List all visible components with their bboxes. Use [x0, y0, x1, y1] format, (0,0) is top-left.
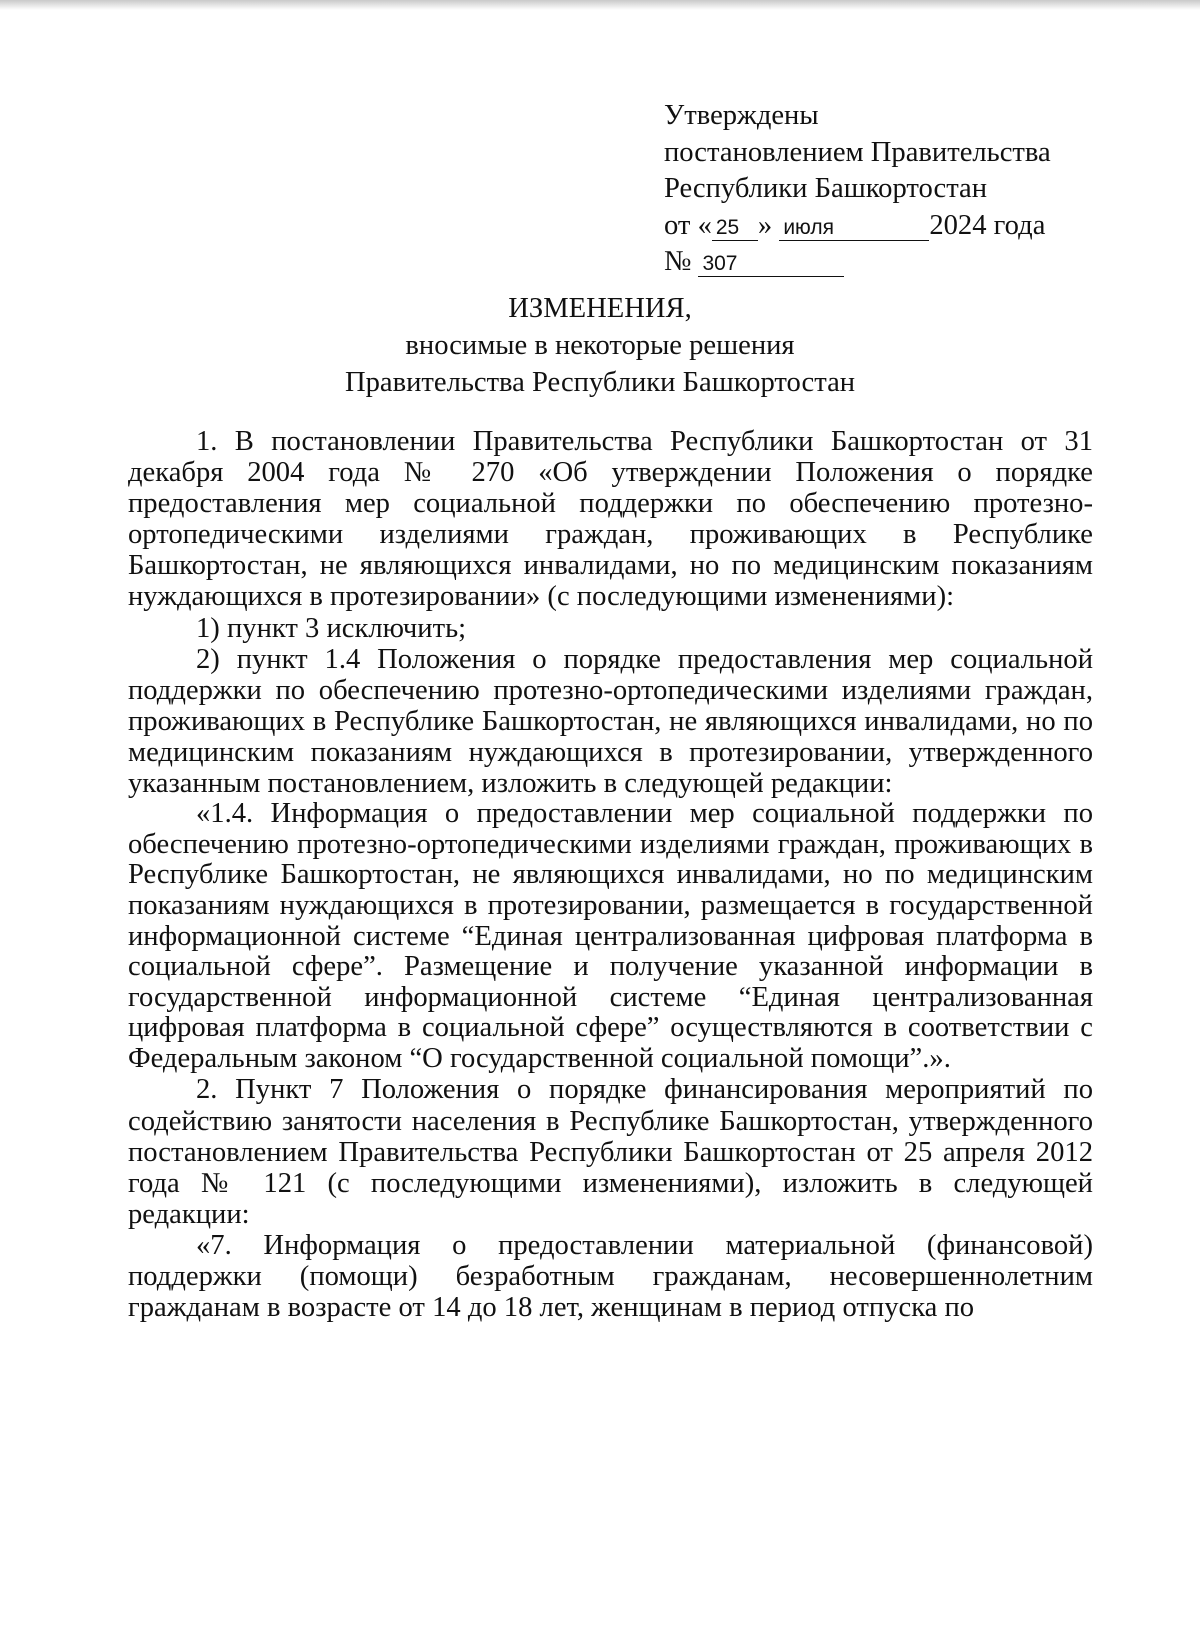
- document-body: [128, 426, 1093, 1323]
- approval-date-line: [664, 208, 1094, 245]
- date-mid: »: [757, 209, 773, 241]
- approval-line-2: постановлением Правительства: [664, 136, 1051, 168]
- paragraph-2: 2. Пункт 7 Положения о порядке финансирования мероприятий по содействию занятости населения в Республике Башкортостан, утвержденного постановлением Правительства Республики Башкортостан от 25 апреля 2012 года № 121 (с последующими изменениями), изложить в следующей редакции:: [128, 1074, 1093, 1230]
- document-number: 307: [698, 252, 844, 277]
- approval-line-1: Утверждены: [664, 100, 819, 131]
- date-prefix: от «: [664, 209, 712, 241]
- document-heading: [0, 290, 1200, 401]
- approval-line-3: Республики Башкортостан: [664, 173, 988, 204]
- paragraph-1-item-2: 2) пункт 1.4 Положения о порядке предоставления мер социальной поддержки по обеспечению протезно-ортопедическими изделиями граждан, проживающих в Республике Башкортостан, не являющихся инвалидами, но по медицинским показаниям нуждающихся в протезировании, утвержденного указанным постановлением, изложить в следующей редакции:: [128, 643, 1093, 800]
- approval-stamp: [664, 98, 1094, 281]
- paragraph-1: 1. В постановлении Правительства Республики Башкортостан от 31 декабря 2004 года № 270 «Об утверждении Положения о порядке предоставления мер социальной поддержки по обеспечению протезно-ортопедическими изделиями граждан, проживающих в Республике Башкортостан, не являющихся инвалидами, но по медицинским показаниям нуждающихся в протезировании» (с последующими изменениями):: [128, 426, 1093, 613]
- approval-number-line: [664, 244, 1094, 281]
- date-month: июля: [779, 216, 929, 241]
- number-prefix: №: [664, 246, 692, 277]
- paragraph-1-item-1: 1) пункт 3 исключить;: [196, 612, 467, 644]
- scan-edge-shadow: [0, 0, 1200, 10]
- paragraph-1-quote: «1.4. Информация о предоставлении мер социальной поддержки по обеспечению протезно-ортопедическими изделиями граждан, проживающих в Республике Башкортостан, не являющихся инвалидами, но по медицинским показаниям нуждающихся в протезировании, размещается в государственной информационной системе “Единая централизованная цифровая платформа в социальной сфере”. Размещение и получение указанной информации в государственной информационной системе “Единая централизованная цифровая платформа в социальной сфере” осуществляются в соответствии с Федеральным законом “О государственной социальной помощи”.».: [128, 798, 1093, 1074]
- date-year: 2024 года: [929, 209, 1046, 241]
- document-title: ИЗМЕНЕНИЯ,: [508, 293, 692, 324]
- paragraph-2-quote: «7. Информация о предоставлении материальной (финансовой) поддержки (помощи) безработным гражданам, несовершеннолетним гражданам в возрасте от 14 до 18 лет, женщинам в период отпуска по: [128, 1229, 1093, 1324]
- document-subtitle-1: вносимые в некоторые решения: [405, 330, 795, 361]
- document-subtitle-2: Правительства Республики Башкортостан: [344, 367, 856, 398]
- date-day: 25: [712, 216, 758, 241]
